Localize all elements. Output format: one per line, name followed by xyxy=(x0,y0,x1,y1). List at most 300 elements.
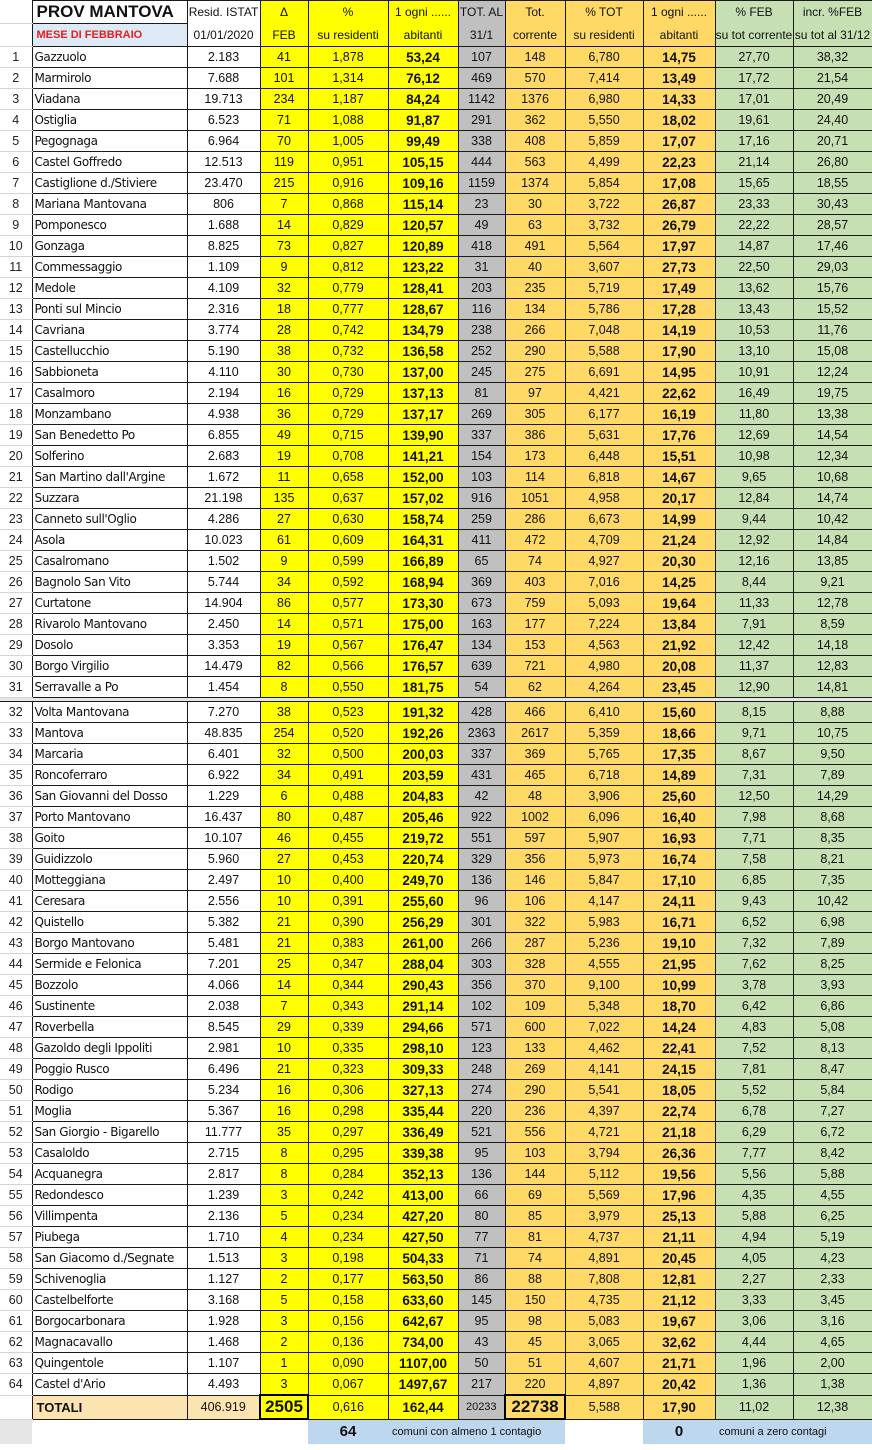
total-current: 114 xyxy=(505,467,565,488)
table-row xyxy=(0,1374,872,1396)
table-row xyxy=(0,1038,872,1059)
total-current: 290 xyxy=(505,1080,565,1101)
incr-pct-feb: 3,45 xyxy=(793,1290,872,1311)
municipality-name: Mantova xyxy=(32,723,187,744)
row-number: 2 xyxy=(0,68,32,89)
pct-total: 3,794 xyxy=(565,1143,643,1164)
residents: 6.496 xyxy=(187,1059,260,1080)
one-every-total: 22,41 xyxy=(643,1038,715,1059)
municipality-name: Schivenoglia xyxy=(32,1269,187,1290)
pct-feb: 6,52 xyxy=(715,912,793,933)
table-row xyxy=(0,131,872,152)
one-every: 413,00 xyxy=(388,1185,458,1206)
pct-residents: 0,136 xyxy=(308,1332,388,1353)
pct-feb: 17,01 xyxy=(715,89,793,110)
pct-residents: 0,729 xyxy=(308,404,388,425)
one-every: 192,26 xyxy=(388,723,458,744)
pct-residents: 0,812 xyxy=(308,257,388,278)
row-number: 38 xyxy=(0,828,32,849)
one-every: 504,33 xyxy=(388,1248,458,1269)
pct-feb: 9,71 xyxy=(715,723,793,744)
row-number: 39 xyxy=(0,849,32,870)
total-jan31: 922 xyxy=(458,807,505,828)
pct-feb: 7,52 xyxy=(715,1038,793,1059)
pct-total: 4,563 xyxy=(565,635,643,656)
total-jan31: 50 xyxy=(458,1353,505,1374)
municipality-name: Commessaggio xyxy=(32,257,187,278)
col-header-pctfeb: % FEB xyxy=(715,1,793,24)
one-every: 137,00 xyxy=(388,362,458,383)
incr-pct-feb: 10,75 xyxy=(793,723,872,744)
feb-delta: 46 xyxy=(260,828,308,849)
table-row xyxy=(0,488,872,509)
residents: 4.110 xyxy=(187,362,260,383)
municipality-name: Monzambano xyxy=(32,404,187,425)
total-jan31: 107 xyxy=(458,47,505,68)
total-current: 491 xyxy=(505,236,565,257)
total-current: 322 xyxy=(505,912,565,933)
incr-pct-feb: 7,89 xyxy=(793,933,872,954)
table-row xyxy=(0,1164,872,1185)
pct-total: 5,550 xyxy=(565,110,643,131)
municipality-name: Quingentole xyxy=(32,1353,187,1374)
pct-feb: 27,70 xyxy=(715,47,793,68)
one-every: 137,17 xyxy=(388,404,458,425)
total-jan31: 145 xyxy=(458,1290,505,1311)
total-current: 45 xyxy=(505,1332,565,1353)
feb-delta: 2 xyxy=(260,1269,308,1290)
residents: 8.825 xyxy=(187,236,260,257)
row-number: 31 xyxy=(0,677,32,698)
feb-delta: 27 xyxy=(260,849,308,870)
total-jan31: 245 xyxy=(458,362,505,383)
one-every-total: 14,75 xyxy=(643,47,715,68)
total-resid: 406.919 xyxy=(187,1395,260,1419)
row-number: 54 xyxy=(0,1164,32,1185)
total-jan31: 116 xyxy=(458,299,505,320)
incr-pct-feb: 8,21 xyxy=(793,849,872,870)
one-every-total: 21,12 xyxy=(643,1290,715,1311)
table-row xyxy=(0,975,872,996)
pct-residents: 0,343 xyxy=(308,996,388,1017)
one-every-total: 21,95 xyxy=(643,954,715,975)
pct-total: 5,983 xyxy=(565,912,643,933)
table-row xyxy=(0,677,872,698)
total-jan31: 80 xyxy=(458,1206,505,1227)
incr-pct-feb: 10,42 xyxy=(793,891,872,912)
table-row xyxy=(0,744,872,765)
pct-total: 3,065 xyxy=(565,1332,643,1353)
total-jan31: 428 xyxy=(458,702,505,723)
feb-delta: 4 xyxy=(260,1227,308,1248)
pct-residents: 0,829 xyxy=(308,215,388,236)
row-number: 36 xyxy=(0,786,32,807)
residents: 5.481 xyxy=(187,933,260,954)
municipality-name: Magnacavallo xyxy=(32,1332,187,1353)
total-current: 30 xyxy=(505,194,565,215)
pct-feb: 13,62 xyxy=(715,278,793,299)
one-every: 139,90 xyxy=(388,425,458,446)
table-row xyxy=(0,173,872,194)
total-current: 153 xyxy=(505,635,565,656)
feb-delta: 11 xyxy=(260,467,308,488)
one-every: 134,79 xyxy=(388,320,458,341)
incr-pct-feb: 6,86 xyxy=(793,996,872,1017)
one-every: 734,00 xyxy=(388,1332,458,1353)
pct-feb: 5,52 xyxy=(715,1080,793,1101)
residents: 4.109 xyxy=(187,278,260,299)
one-every: 563,50 xyxy=(388,1269,458,1290)
row-number: 15 xyxy=(0,341,32,362)
one-every-total: 13,49 xyxy=(643,68,715,89)
table-row xyxy=(0,912,872,933)
col-header-tot31: TOT. AL xyxy=(458,1,505,24)
one-every-total: 19,67 xyxy=(643,1311,715,1332)
pct-total: 7,016 xyxy=(565,572,643,593)
total-jan31: 95 xyxy=(458,1143,505,1164)
total-jan31: 86 xyxy=(458,1269,505,1290)
feb-delta: 32 xyxy=(260,278,308,299)
feb-delta: 28 xyxy=(260,320,308,341)
pct-feb: 4,83 xyxy=(715,1017,793,1038)
pct-residents: 0,487 xyxy=(308,807,388,828)
col-header-pcttot: % TOT xyxy=(565,1,643,24)
residents: 1.107 xyxy=(187,1353,260,1374)
col-header-ogni2: 1 ogni ...... xyxy=(643,1,715,24)
total-current: 97 xyxy=(505,383,565,404)
row-number: 43 xyxy=(0,933,32,954)
municipality-name: Asola xyxy=(32,530,187,551)
incr-pct-feb: 2,33 xyxy=(793,1269,872,1290)
table-row xyxy=(0,572,872,593)
total-current: 134 xyxy=(505,299,565,320)
total-jan31: 134 xyxy=(458,635,505,656)
residents: 3.353 xyxy=(187,635,260,656)
pct-residents: 0,177 xyxy=(308,1269,388,1290)
one-every-total: 14,95 xyxy=(643,362,715,383)
total-current: 597 xyxy=(505,828,565,849)
feb-delta: 41 xyxy=(260,47,308,68)
municipality-name: San Giorgio - Bigarello xyxy=(32,1122,187,1143)
pct-feb: 17,16 xyxy=(715,131,793,152)
pct-feb: 14,87 xyxy=(715,236,793,257)
total-jan31: 103 xyxy=(458,467,505,488)
feb-delta: 18 xyxy=(260,299,308,320)
total-current: 177 xyxy=(505,614,565,635)
one-every-total: 16,93 xyxy=(643,828,715,849)
pct-total: 3,732 xyxy=(565,215,643,236)
feb-delta: 16 xyxy=(260,1080,308,1101)
feb-delta: 8 xyxy=(260,1164,308,1185)
table-row xyxy=(0,614,872,635)
table-row xyxy=(0,1185,872,1206)
row-number: 17 xyxy=(0,383,32,404)
total-current: 570 xyxy=(505,68,565,89)
feb-delta: 61 xyxy=(260,530,308,551)
table-row xyxy=(0,1353,872,1374)
pct-feb: 11,80 xyxy=(715,404,793,425)
incr-pct-feb: 17,46 xyxy=(793,236,872,257)
one-every-total: 17,90 xyxy=(643,341,715,362)
feb-delta: 7 xyxy=(260,996,308,1017)
total-jan31: 123 xyxy=(458,1038,505,1059)
one-every: 166,89 xyxy=(388,551,458,572)
incr-pct-feb: 30,43 xyxy=(793,194,872,215)
one-every-total: 19,64 xyxy=(643,593,715,614)
municipality-name: Gazoldo degli Ippoliti xyxy=(32,1038,187,1059)
pct-feb: 19,61 xyxy=(715,110,793,131)
col-subheader-totcorr: corrente xyxy=(505,24,565,47)
pct-feb: 7,71 xyxy=(715,828,793,849)
one-every: 203,59 xyxy=(388,765,458,786)
municipality-name: Gonzaga xyxy=(32,236,187,257)
municipality-name: Borgo Virgilio xyxy=(32,656,187,677)
pct-total: 5,236 xyxy=(565,933,643,954)
total-jan31: 274 xyxy=(458,1080,505,1101)
one-every: 109,16 xyxy=(388,173,458,194)
incr-pct-feb: 7,35 xyxy=(793,870,872,891)
row-number: 34 xyxy=(0,744,32,765)
one-every-total: 17,28 xyxy=(643,299,715,320)
total-current: 103 xyxy=(505,1143,565,1164)
row-number: 40 xyxy=(0,870,32,891)
col-header-pct: % xyxy=(308,1,388,24)
pct-residents: 0,916 xyxy=(308,173,388,194)
one-every-total: 15,60 xyxy=(643,702,715,723)
table-row xyxy=(0,530,872,551)
municipality-name: Sustinente xyxy=(32,996,187,1017)
feb-delta: 70 xyxy=(260,131,308,152)
pct-residents: 0,390 xyxy=(308,912,388,933)
total-jan31: 217 xyxy=(458,1374,505,1396)
pct-total: 4,709 xyxy=(565,530,643,551)
one-every: 427,20 xyxy=(388,1206,458,1227)
table-row xyxy=(0,89,872,110)
residents: 16.437 xyxy=(187,807,260,828)
total-current: 290 xyxy=(505,341,565,362)
page-subtitle: MESE DI FEBBRAIO xyxy=(32,24,187,47)
incr-pct-feb: 19,75 xyxy=(793,383,872,404)
pct-residents: 0,708 xyxy=(308,446,388,467)
residents: 21.198 xyxy=(187,488,260,509)
pct-total: 3,906 xyxy=(565,786,643,807)
residents: 48.835 xyxy=(187,723,260,744)
pct-total: 5,112 xyxy=(565,1164,643,1185)
pct-residents: 0,306 xyxy=(308,1080,388,1101)
row-number: 51 xyxy=(0,1101,32,1122)
one-every: 84,24 xyxy=(388,89,458,110)
row-number: 61 xyxy=(0,1311,32,1332)
row-number: 33 xyxy=(0,723,32,744)
feb-delta: 16 xyxy=(260,383,308,404)
pct-total: 5,854 xyxy=(565,173,643,194)
total-jan31: 238 xyxy=(458,320,505,341)
one-every-total: 14,19 xyxy=(643,320,715,341)
row-number: 35 xyxy=(0,765,32,786)
pct-feb: 6,78 xyxy=(715,1101,793,1122)
pct-total: 5,631 xyxy=(565,425,643,446)
one-every-total: 17,07 xyxy=(643,131,715,152)
total-current: 556 xyxy=(505,1122,565,1143)
feb-delta: 135 xyxy=(260,488,308,509)
total-current: 386 xyxy=(505,425,565,446)
pct-residents: 0,732 xyxy=(308,341,388,362)
incr-pct-feb: 38,32 xyxy=(793,47,872,68)
total-current: 1051 xyxy=(505,488,565,509)
table-row xyxy=(0,425,872,446)
total-jan31: 673 xyxy=(458,593,505,614)
one-every-total: 19,10 xyxy=(643,933,715,954)
row-number: 37 xyxy=(0,807,32,828)
residents: 2.183 xyxy=(187,47,260,68)
row-number: 59 xyxy=(0,1269,32,1290)
total-jan31: 521 xyxy=(458,1122,505,1143)
incr-pct-feb: 13,85 xyxy=(793,551,872,572)
pct-feb: 7,31 xyxy=(715,765,793,786)
table-row xyxy=(0,278,872,299)
feb-delta: 10 xyxy=(260,1038,308,1059)
pct-feb: 7,58 xyxy=(715,849,793,870)
pct-total: 5,719 xyxy=(565,278,643,299)
pct-total: 4,141 xyxy=(565,1059,643,1080)
row-number: 57 xyxy=(0,1227,32,1248)
municipality-name: Canneto sull'Oglio xyxy=(32,509,187,530)
one-every: 642,67 xyxy=(388,1311,458,1332)
pct-total: 4,721 xyxy=(565,1122,643,1143)
incr-pct-feb: 6,72 xyxy=(793,1122,872,1143)
one-every-total: 12,81 xyxy=(643,1269,715,1290)
incr-pct-feb: 26,80 xyxy=(793,152,872,173)
table-row xyxy=(0,341,872,362)
pct-feb: 10,91 xyxy=(715,362,793,383)
total-jan31: 338 xyxy=(458,131,505,152)
total-current: 266 xyxy=(505,320,565,341)
one-every-total: 17,76 xyxy=(643,425,715,446)
pct-residents: 0,951 xyxy=(308,152,388,173)
one-every: 157,02 xyxy=(388,488,458,509)
pct-total: 3,722 xyxy=(565,194,643,215)
one-every: 152,00 xyxy=(388,467,458,488)
pct-feb: 11,37 xyxy=(715,656,793,677)
total-current: 51 xyxy=(505,1353,565,1374)
municipality-name: San Giacomo d./Segnate xyxy=(32,1248,187,1269)
municipality-name: Serravalle a Po xyxy=(32,677,187,698)
total-current: 133 xyxy=(505,1038,565,1059)
total-jan31: 66 xyxy=(458,1185,505,1206)
one-every: 288,04 xyxy=(388,954,458,975)
residents: 2.316 xyxy=(187,299,260,320)
residents: 8.545 xyxy=(187,1017,260,1038)
row-number: 48 xyxy=(0,1038,32,1059)
pct-total: 9,100 xyxy=(565,975,643,996)
pct-total: 5,973 xyxy=(565,849,643,870)
total-jan31: 329 xyxy=(458,849,505,870)
col-header-feb: Δ xyxy=(260,1,308,24)
row-number: 50 xyxy=(0,1080,32,1101)
one-every-total: 24,11 xyxy=(643,891,715,912)
table-row xyxy=(0,807,872,828)
pct-total: 6,096 xyxy=(565,807,643,828)
residents: 4.938 xyxy=(187,404,260,425)
incr-pct-feb: 11,76 xyxy=(793,320,872,341)
total-current: 173 xyxy=(505,446,565,467)
residents: 14.904 xyxy=(187,593,260,614)
with-cases-label: comuni con almeno 1 contagio xyxy=(388,1419,565,1444)
residents: 4.286 xyxy=(187,509,260,530)
one-every-total: 17,96 xyxy=(643,1185,715,1206)
feb-delta: 16 xyxy=(260,1101,308,1122)
pct-total: 4,958 xyxy=(565,488,643,509)
total-jan31: 571 xyxy=(458,1017,505,1038)
incr-pct-feb: 3,16 xyxy=(793,1311,872,1332)
incr-pct-feb: 6,98 xyxy=(793,912,872,933)
municipality-name: Roverbella xyxy=(32,1017,187,1038)
incr-pct-feb: 8,42 xyxy=(793,1143,872,1164)
residents: 5.744 xyxy=(187,572,260,593)
one-every-total: 25,13 xyxy=(643,1206,715,1227)
table-row xyxy=(0,68,872,89)
pct-residents: 1,314 xyxy=(308,68,388,89)
one-every: 168,94 xyxy=(388,572,458,593)
incr-pct-feb: 8,35 xyxy=(793,828,872,849)
one-every-total: 16,40 xyxy=(643,807,715,828)
total-jan31: 136 xyxy=(458,870,505,891)
pct-residents: 0,715 xyxy=(308,425,388,446)
feb-delta: 7 xyxy=(260,194,308,215)
zero-cases-count: 0 xyxy=(643,1419,715,1444)
municipality-name: Dosolo xyxy=(32,635,187,656)
row-number: 63 xyxy=(0,1353,32,1374)
one-every: 53,24 xyxy=(388,47,458,68)
table-row xyxy=(0,215,872,236)
total-current: 2617 xyxy=(505,723,565,744)
pct-residents: 0,067 xyxy=(308,1374,388,1396)
pct-feb: 23,33 xyxy=(715,194,793,215)
one-every-total: 14,67 xyxy=(643,467,715,488)
total-current: 63 xyxy=(505,215,565,236)
one-every-total: 18,70 xyxy=(643,996,715,1017)
total-current: 356 xyxy=(505,849,565,870)
total-current: 88 xyxy=(505,1269,565,1290)
table-row xyxy=(0,1143,872,1164)
residents: 14.479 xyxy=(187,656,260,677)
pct-residents: 0,339 xyxy=(308,1017,388,1038)
incr-pct-feb: 18,55 xyxy=(793,173,872,194)
row-number: 32 xyxy=(0,702,32,723)
row-number: 10 xyxy=(0,236,32,257)
residents: 12.513 xyxy=(187,152,260,173)
total-current: 408 xyxy=(505,131,565,152)
feb-delta: 34 xyxy=(260,572,308,593)
total-current: 286 xyxy=(505,509,565,530)
feb-delta: 73 xyxy=(260,236,308,257)
pct-residents: 0,550 xyxy=(308,677,388,698)
one-every: 298,10 xyxy=(388,1038,458,1059)
pct-feb: 9,44 xyxy=(715,509,793,530)
row-number: 6 xyxy=(0,152,32,173)
pct-residents: 0,729 xyxy=(308,383,388,404)
residents: 5.382 xyxy=(187,912,260,933)
col-header-resid: Resid. ISTAT xyxy=(187,1,260,24)
col-subheader-pctfeb: su tot corrente xyxy=(715,24,793,47)
total-jan31: 2363 xyxy=(458,723,505,744)
table-row xyxy=(0,467,872,488)
corner-cell xyxy=(0,1,32,24)
pct-total: 5,847 xyxy=(565,870,643,891)
one-every-total: 21,18 xyxy=(643,1122,715,1143)
municipality-name: Castel d'Ario xyxy=(32,1374,187,1396)
one-every-total: 20,45 xyxy=(643,1248,715,1269)
